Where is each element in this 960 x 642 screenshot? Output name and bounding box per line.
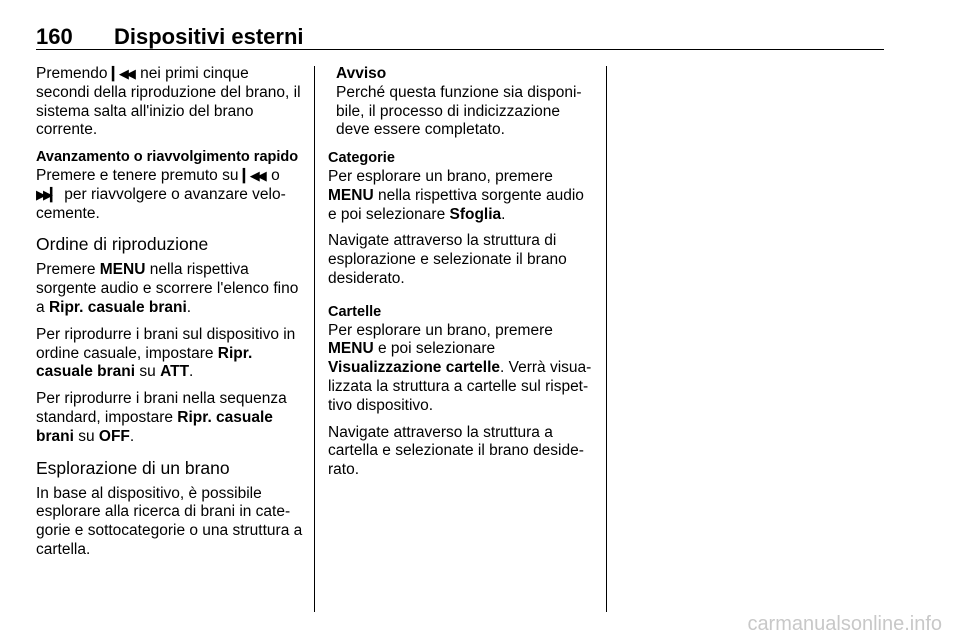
paragraph-folders-navigate: Navigate attraverso la struttura a cartella e selezionate il brano desiderato. [328,423,584,479]
subheading-categories: Categorie [328,150,395,167]
header-rule [36,49,884,50]
notice-text: Perché questa funzione sia disponibile, il processo di indicizzazione deve essere completato. [336,83,582,139]
column-middle [328,65,596,488]
section-heading-playback-order: Ordine di riproduzione [36,234,209,255]
paragraph-shuffle-off: Per riprodurre i brani nella sequenza standard, impostare Ripr. casuale brani su OFF. [36,390,287,445]
paragraph-categories-navigate: Navigate attraverso la struttura di esplorazione e selezionate il brano desiderato. [328,232,567,287]
next-track-icon: ▶▶▎ [36,186,57,202]
page-number: 160 [36,24,73,49]
paragraph-previous-track: Premendo ▎◀◀ nei primi cinque secondi della riproduzione del brano, il sistema salta all'inizio del brano corrente. [36,65,301,139]
page-header [36,24,884,50]
subheading-fast-forward: Avanzamento o riavvolgimento rapido [36,149,299,166]
paragraph-browse-intro: In base al dispositivo, è possibile esplorare alla ricerca di brani in categorie e sottocategorie o una struttura a cartella. [36,484,303,558]
notice-title: Avviso [336,65,387,82]
column-divider-1 [314,66,315,612]
section-heading-browse: Esplorazione di un brano [36,457,230,478]
previous-track-icon: ▎◀◀ [111,66,133,81]
paragraph-shuffle-on: Per riprodurre i brani sul dispositivo in ordine casuale, impostare Ripr. casuale brani su ATT. [36,325,296,381]
paragraph-categories: Per esplorare un brano, premere MENU nella rispettiva sorgente audio e poi selezionare Sfoglia. [328,167,584,223]
watermark: carmanualsonline.info [747,613,942,635]
subheading-folders: Cartelle [328,303,382,320]
paragraph-folders: Per esplorare un brano, premere MENU e poi selezionare Visualizzazione cartelle. Verrà visualizzata la struttura a cartelle sul rispettivo dispositivo. [328,321,592,414]
paragraph-shuffle-menu: Premere MENU nella rispettiva sorgente audio e scorrere l'elenco fino a Ripr. casuale brani. [36,261,299,316]
notice-box [336,65,596,140]
paragraph-fast-forward: Premere e tenere premuto su ▎◀◀ o ▶▶▎ per riavvolgere o avanzare velocemente. [36,166,286,222]
column-divider-2 [606,66,607,612]
previous-track-icon: ▎◀◀ [242,167,264,183]
chapter-title: Dispositivi esterni [114,24,304,49]
column-left [36,65,304,568]
